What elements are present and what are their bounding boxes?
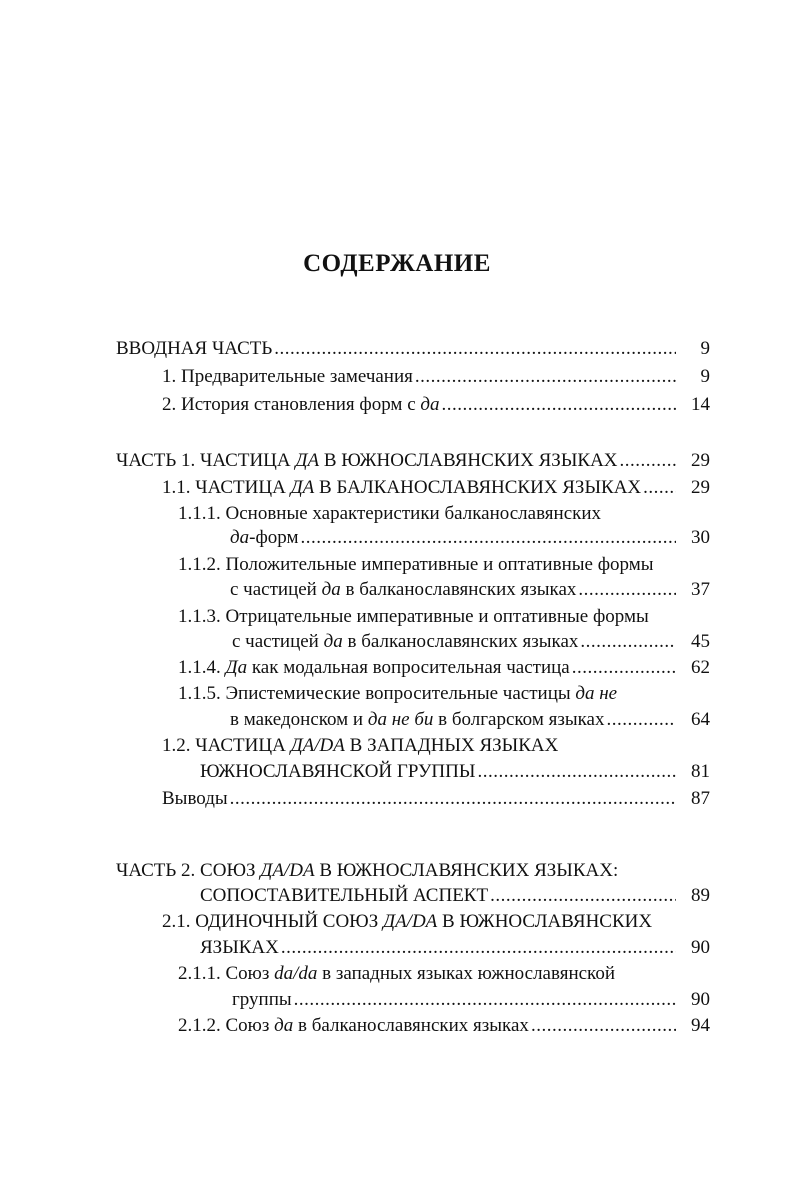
leader-dots bbox=[415, 362, 676, 392]
toc-page-number: 64 bbox=[691, 709, 710, 730]
toc-page-number: 37 bbox=[691, 579, 710, 600]
toc-page-number: 94 bbox=[691, 1015, 710, 1036]
leader-dots bbox=[531, 1011, 676, 1041]
toc-page-number: 29 bbox=[691, 477, 710, 498]
toc-page-number: 81 bbox=[691, 761, 710, 782]
leader-dots bbox=[230, 784, 676, 814]
toc-page-number: 30 bbox=[691, 527, 710, 548]
leader-dots bbox=[578, 575, 676, 605]
toc-entry-1[interactable] bbox=[162, 362, 710, 392]
leader-dots bbox=[643, 473, 676, 503]
toc-entry-label: 1.1.3. Отрицательные императивные и оптативные формы bbox=[178, 606, 649, 627]
toc-entry-label: в македонском и да не би в болгарском языках bbox=[230, 709, 605, 730]
toc-entry-1-1-2-cont[interactable] bbox=[230, 575, 710, 605]
toc-page-number: 9 bbox=[700, 338, 710, 359]
leader-dots bbox=[274, 334, 676, 364]
toc-page-number: 14 bbox=[691, 394, 710, 415]
toc-page-number: 89 bbox=[691, 885, 710, 906]
toc-entry-1-1-1-cont[interactable] bbox=[230, 523, 710, 553]
leader-dots bbox=[606, 705, 676, 735]
toc-entry-label: Выводы bbox=[162, 788, 228, 809]
toc-page-number: 90 bbox=[691, 937, 710, 958]
leader-dots bbox=[442, 390, 677, 420]
toc-entry-label: 1.1.1. Основные характеристики балканославянских bbox=[178, 503, 602, 524]
toc-entry-label: 2.1.2. Союз да в балканославянских языках bbox=[178, 1015, 529, 1036]
toc-page-number: 29 bbox=[691, 450, 710, 471]
toc-page-number: 9 bbox=[700, 366, 710, 387]
toc-entry-label: 1.1.5. Эпистемические вопросительные частицы да не bbox=[178, 683, 618, 704]
toc-entry-label: 1.1.2. Положительные императивные и оптативные формы bbox=[178, 554, 654, 575]
page-title: СОДЕРЖАНИЕ bbox=[303, 250, 491, 277]
toc-entry-label: 1.1. ЧАСТИЦА ДА В БАЛКАНОСЛАВЯНСКИХ ЯЗЫКАХ bbox=[162, 477, 642, 498]
toc-entry-label: да-форм bbox=[230, 527, 299, 548]
leader-dots bbox=[301, 523, 677, 553]
toc-entry-label: 1. Предварительные замечания bbox=[162, 366, 413, 387]
toc-entry-label: 1.1.4. Да как модальная вопросительная частица bbox=[178, 657, 570, 678]
toc-entry-label: СОПОСТАВИТЕЛЬНЫЙ АСПЕКТ bbox=[200, 885, 489, 906]
toc-entry-1-2-cont[interactable] bbox=[200, 757, 710, 787]
toc-entry-label: ЧАСТЬ 2. СОЮЗ ДА/DA В ЮЖНОСЛАВЯНСКИХ ЯЗЫКАХ: bbox=[116, 860, 619, 881]
leader-dots bbox=[620, 446, 676, 476]
toc-page-number: 87 bbox=[691, 788, 710, 809]
toc-entry-label: 2. История становления форм с да bbox=[162, 394, 440, 415]
toc-entry-label: 2.1.1. Союз da/da в западных языках южнославянской bbox=[178, 963, 615, 984]
toc-entry-conclusions[interactable] bbox=[162, 784, 710, 814]
toc-entry-label: 1.2. ЧАСТИЦА ДА/DA В ЗАПАДНЫХ ЯЗЫКАХ bbox=[162, 735, 559, 756]
leader-dots bbox=[477, 757, 676, 787]
toc-entry-label: ЯЗЫКАХ bbox=[200, 937, 279, 958]
toc-entry-label: с частицей да в балканославянских языках bbox=[232, 631, 579, 652]
toc-entry-label: ЧАСТЬ 1. ЧАСТИЦА ДА В ЮЖНОСЛАВЯНСКИХ ЯЗЫКАХ bbox=[116, 450, 618, 471]
toc-entry-part1[interactable] bbox=[116, 446, 710, 476]
toc-page-number: 45 bbox=[691, 631, 710, 652]
toc-entry-2[interactable] bbox=[162, 390, 710, 420]
toc-page-number: 90 bbox=[691, 989, 710, 1010]
toc-entry-label: ВВОДНАЯ ЧАСТЬ bbox=[116, 338, 273, 359]
toc-entry-intro[interactable] bbox=[116, 334, 710, 364]
toc-entry-label: ЮЖНОСЛАВЯНСКОЙ ГРУППЫ bbox=[200, 761, 476, 782]
toc-entry-label: 2.1. ОДИНОЧНЫЙ СОЮЗ ДА/DA В ЮЖНОСЛАВЯНСКИХ bbox=[162, 911, 653, 932]
toc-page-number: 62 bbox=[691, 657, 710, 678]
toc-entry-label: с частицей да в балканославянских языках bbox=[230, 579, 577, 600]
toc-entry-2-1-2[interactable] bbox=[178, 1011, 710, 1041]
toc-entry-label: группы bbox=[232, 989, 292, 1010]
